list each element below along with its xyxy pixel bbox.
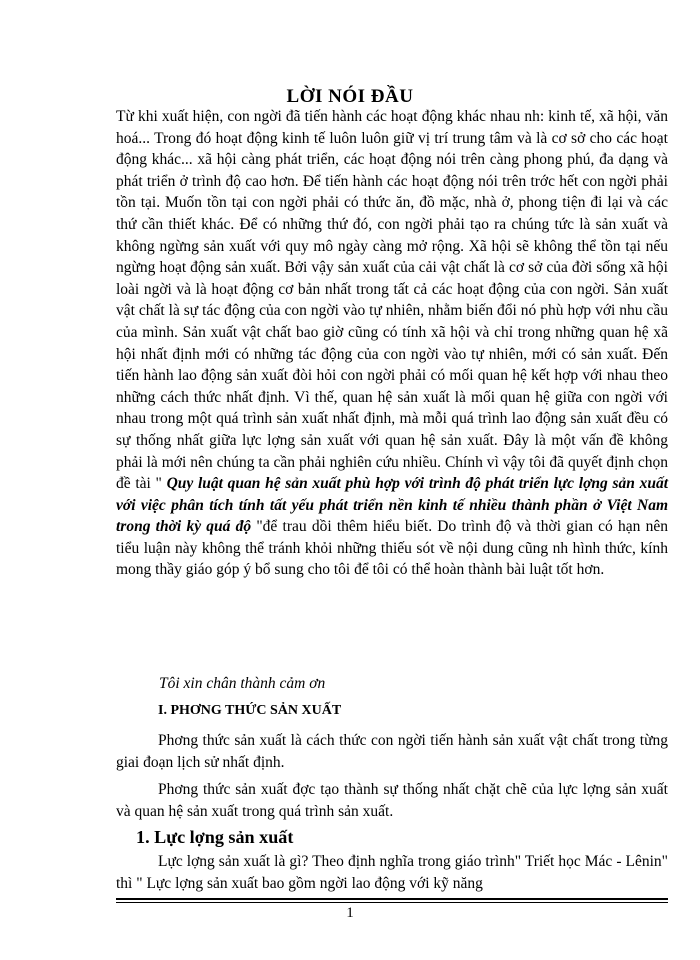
topic-title-emphasis: Quy luật quan hệ sản xuất phù hợp với trình độ phát triển lực lợng sản xuất với việc phân tích tính tất yếu phát triển nền kinh tế nhiều thành phần ở Việt Nam trong thời kỳ quá độ [116, 475, 668, 536]
intro-text-part1: Từ khi xuất hiện, con ngời đã tiến hành các hoạt động khác nhau nh: kinh tế, xã hội, văn hoá... Trong đó hoạt động kinh tế luôn luôn giữ vị trí trung tâm và là cơ sở cho các hoạt động khác... xã hội càng phát triển, các hoạt động nói trên càng phong phú, đa dạng và phát triển ở trình độ cao hơn. Để tiến hành các hoạt động nói trên trớc hết con ngời phải tồn tại. Muốn tồn tại con ngời phải có thức ăn, đồ mặc, nhà ở, phong tiện đi lại và các thứ cần thiết khác. Để có những thứ đó, con ngời phải tạo ra chúng tức là sản xuất và không ngừng sản xuất với quy mô ngày càng mở rộng. Xã hội sẽ không thể tồn tại nếu ngừng hoạt động sản xuất. Bởi vậy sản xuất của cải vật chất là cơ sở của đời sống xã hội loài ngời và là hoạt động cơ bản nhất trong tất cả các hoạt động của con ngời. Sản xuất vật chất là sự tác động của con ngời vào tự nhiên, nhằm biến đổi nó phù hợp với nhu cầu của mình. Sản xuất vật chất bao giờ cũng có tính xã hội và chỉ trong những quan hệ xã hội nhất định mới có những tác động của con ngời vào tự nhiên, mới có sản xuất. Đến tiến hành lao động sản xuất đòi hỏi con ngời phải có mối quan hệ kết hợp với nhau theo những cách thức nhất định. Vì thế, quan hệ sản xuất là mối quan hệ giữa con ngời với nhau trong một quá trình sản xuất nhất định, mà mỗi quá trình lao động sản xuất đều có sự thống nhất giữa lực lợng sản xuất với quan hệ sản xuất. Đây là một vấn đề không phải là mới nên chúng ta cần phải nghiên cứu nhiều. Chính vì vậy tôi đã quyết định chọn đề tài " [116, 108, 668, 493]
footer-rule-thick [116, 898, 668, 900]
section-paragraph-definition: Phơng thức sản xuất là cách thức con ngời tiến hành sản xuất vật chất trong từng giai đoạn lịch sử nhất định. [116, 732, 668, 771]
thanks-line: Tôi xin chân thành cảm ơn [159, 675, 326, 692]
footer-rule-thin [116, 902, 668, 903]
page-number: 1 [346, 905, 354, 921]
section-heading-production-mode: I. PHƠNG THỨC SẢN XUẤT [158, 703, 342, 718]
section-paragraph-composition: Phơng thức sản xuất đợc tạo thành sự thống nhất chặt chẽ của lực lợng sản xuất và quan hệ sản xuất trong quá trình sản xuất. [116, 781, 668, 820]
document-title: LỜI NÓI ĐẦU [286, 86, 414, 107]
intro-text-part2: "để trau dồi thêm hiểu biết. Do trình độ và thời gian có hạn nên tiểu luận này không thể tránh khỏi những thiếu sót về nội dung cũng nh hình thức, kính mong thầy giáo góp ý bổ sung cho tôi để tôi có thể hoàn thành bài luật tốt hơn. [116, 518, 668, 579]
subsection-heading-productive-forces: 1. Lực lợng sản xuất [136, 827, 294, 847]
intro-paragraph [116, 106, 668, 581]
subsection-paragraph: Lực lợng sản xuất là gì? Theo định nghĩa trong giáo trình" Triết học Mác - Lênin" thì " Lực lợng sản xuất bao gồm ngời lao động với kỹ năng [116, 853, 668, 892]
